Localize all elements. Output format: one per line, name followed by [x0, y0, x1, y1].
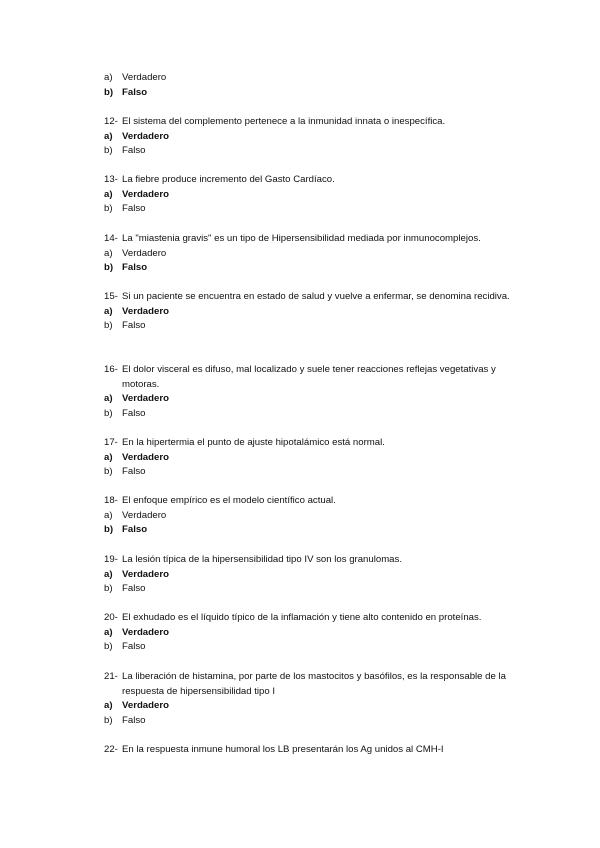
option-letter: a) [104, 305, 113, 317]
option-text: Falso [122, 466, 146, 478]
option-letter: a) [104, 568, 113, 580]
option-letter: a) [104, 130, 113, 142]
question-14 [104, 232, 524, 276]
option-letter: a) [104, 247, 113, 259]
option-text: Falso [122, 407, 146, 419]
option-row [104, 247, 524, 262]
question-text: El enfoque empírico es el modelo científico actual. [122, 495, 336, 506]
option-row [104, 305, 524, 320]
question-15 [104, 290, 524, 334]
question-16 [104, 363, 524, 421]
question-number: 13- [104, 174, 118, 185]
question-text: La fiebre produce incremento del Gasto Cardíaco. [122, 174, 335, 185]
option-text: Falso [122, 524, 148, 536]
question-17 [104, 436, 524, 480]
question-number: 22- [104, 744, 118, 755]
option-letter: b) [104, 524, 114, 536]
question-number: 16- [104, 364, 118, 375]
question-text: La liberación de histamina, por parte de los mastocitos y basófilos, es la responsable de la respuesta de hipersensibilidad tipo I [122, 671, 506, 697]
question-number: 18- [104, 495, 118, 506]
option-letter: a) [104, 700, 113, 712]
question-13 [104, 173, 524, 217]
question-number: 19- [104, 554, 118, 565]
option-text: Falso [122, 86, 148, 98]
option-text: Falso [122, 145, 146, 157]
question-20 [104, 611, 524, 655]
question-21 [104, 670, 524, 728]
question-number: 20- [104, 612, 118, 623]
option-text: Verdadero [122, 247, 167, 259]
question-text: La "miastenia gravis" es un tipo de Hipersensibilidad mediada por inmunocomplejos. [122, 233, 481, 244]
option-text: Verdadero [122, 72, 167, 83]
option-row [104, 188, 524, 203]
option-text: Verdadero [122, 451, 169, 463]
question-text: El dolor visceral es difuso, mal localizado y suele tener reacciones reflejas vegetativas y motoras. [122, 364, 496, 390]
option-letter: b) [104, 320, 113, 332]
option-letter: b) [104, 641, 113, 653]
option-row [104, 714, 524, 729]
option-letter: a) [104, 393, 113, 405]
question-text: En la respuesta inmune humoral los LB presentarán los Ag unidos al CMH-I [122, 744, 444, 755]
question-number: 17- [104, 437, 118, 448]
option-letter: b) [104, 203, 113, 215]
option-letter: b) [104, 262, 114, 274]
option-row [104, 626, 524, 641]
option-text: Verdadero [122, 393, 169, 405]
option-text: Verdadero [122, 626, 169, 638]
option-letter: a) [104, 72, 113, 83]
option-letter: b) [104, 466, 113, 478]
question-text: La lesión típica de la hipersensibilidad tipo IV son los granulomas. [122, 554, 402, 565]
option-row [104, 465, 524, 480]
question-text: El exhudado es el líquido típico de la inflamación y tiene alto contenido en proteínas. [122, 612, 482, 623]
option-letter: b) [104, 145, 113, 157]
option-row [104, 699, 524, 714]
option-letter: a) [104, 509, 113, 521]
option-text: Verdadero [122, 188, 169, 200]
option-letter: b) [104, 407, 113, 419]
option-row [104, 130, 524, 145]
option-text: Verdadero [122, 509, 167, 521]
option-row [104, 144, 524, 159]
answer-block-11 [104, 71, 524, 100]
option-row [104, 568, 524, 583]
option-row [104, 71, 524, 86]
option-letter: a) [104, 626, 113, 638]
question-18 [104, 494, 524, 538]
question-text: Si un paciente se encuentra en estado de salud y vuelve a enfermar, se denomina recidiva. [122, 291, 510, 302]
question-19 [104, 553, 524, 597]
option-text: Verdadero [122, 130, 169, 142]
option-row [104, 451, 524, 466]
question-number: 14- [104, 233, 118, 244]
option-text: Verdadero [122, 305, 169, 317]
option-row [104, 261, 524, 276]
option-row [104, 319, 524, 334]
option-letter: a) [104, 188, 113, 200]
option-text: Falso [122, 641, 146, 653]
question-12 [104, 115, 524, 159]
option-text: Verdadero [122, 568, 169, 580]
option-text: Falso [122, 203, 146, 215]
option-letter: a) [104, 451, 113, 463]
question-number: 21- [104, 671, 118, 682]
option-row [104, 523, 524, 538]
option-text: Falso [122, 262, 148, 274]
option-letter: b) [104, 714, 113, 726]
option-text: Verdadero [122, 700, 169, 712]
option-row [104, 407, 524, 422]
question-22 [104, 743, 524, 758]
question-number: 15- [104, 291, 118, 302]
question-number: 12- [104, 116, 118, 127]
option-row [104, 86, 524, 101]
option-letter: b) [104, 86, 114, 98]
question-text: El sistema del complemento pertenece a la inmunidad innata o inespecífica. [122, 116, 446, 127]
option-row [104, 202, 524, 217]
option-text: Falso [122, 583, 146, 595]
question-text: En la hipertermia el punto de ajuste hipotalámico está normal. [122, 437, 385, 448]
option-text: Falso [122, 320, 146, 332]
option-row [104, 509, 524, 524]
option-text: Falso [122, 714, 146, 726]
option-row [104, 640, 524, 655]
option-row [104, 392, 524, 407]
option-row [104, 582, 524, 597]
option-letter: b) [104, 583, 113, 595]
